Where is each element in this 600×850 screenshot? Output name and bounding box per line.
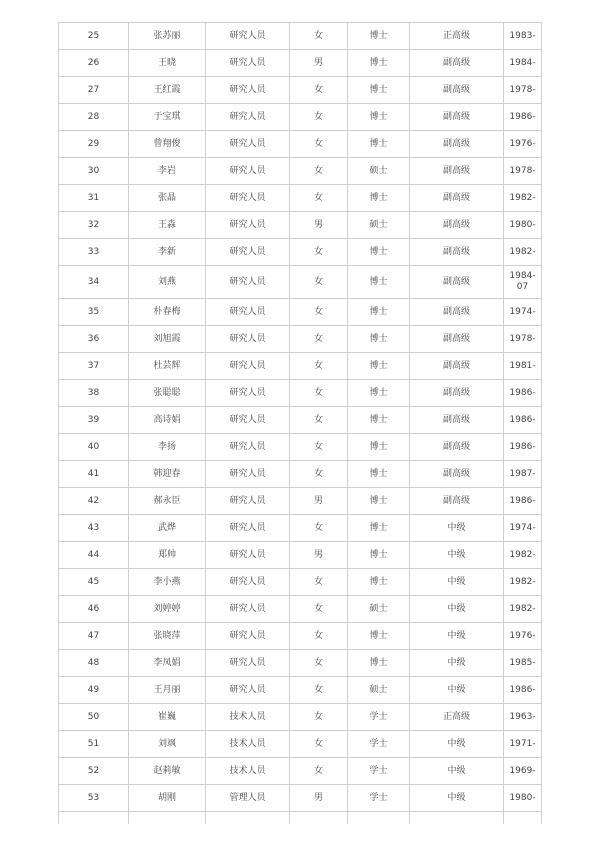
staff-table-body: [59, 23, 542, 825]
birth-date-cell: 1978-: [504, 77, 542, 104]
role-cell: 研究人员: [206, 569, 290, 596]
gender-cell: 女: [290, 677, 348, 704]
table-row: [59, 461, 542, 488]
birth-date-cell: 1985-: [504, 650, 542, 677]
gender-cell: 男: [290, 542, 348, 569]
empty-cell: [410, 812, 504, 825]
title-cell: 中级: [410, 785, 504, 812]
role-cell: 研究人员: [206, 650, 290, 677]
row-number: 37: [59, 353, 129, 380]
title-cell: 中级: [410, 677, 504, 704]
gender-cell: 男: [290, 488, 348, 515]
staff-table: [58, 22, 542, 824]
degree-cell: 博士: [348, 353, 410, 380]
role-cell: 研究人员: [206, 380, 290, 407]
name-cell: 张聪聪: [129, 380, 206, 407]
row-number: 51: [59, 731, 129, 758]
gender-cell: 女: [290, 731, 348, 758]
role-cell: 技术人员: [206, 758, 290, 785]
row-number: 38: [59, 380, 129, 407]
title-cell: 中级: [410, 623, 504, 650]
table-row: [59, 623, 542, 650]
degree-cell: 学士: [348, 704, 410, 731]
birth-date-cell: 1984-: [504, 50, 542, 77]
birth-date-cell: 1986-: [504, 104, 542, 131]
row-number: 39: [59, 407, 129, 434]
degree-cell: 博士: [348, 623, 410, 650]
name-cell: 高诗娟: [129, 407, 206, 434]
name-cell: 于宝琪: [129, 104, 206, 131]
name-cell: 郑帅: [129, 542, 206, 569]
title-cell: 副高级: [410, 326, 504, 353]
empty-cell: [504, 812, 542, 825]
gender-cell: 女: [290, 185, 348, 212]
role-cell: 研究人员: [206, 131, 290, 158]
gender-cell: 女: [290, 23, 348, 50]
birth-date-cell: 1976-: [504, 623, 542, 650]
gender-cell: 女: [290, 569, 348, 596]
table-row: [59, 131, 542, 158]
gender-cell: 女: [290, 596, 348, 623]
degree-cell: 博士: [348, 461, 410, 488]
birth-date-cell: 1986-: [504, 407, 542, 434]
role-cell: 研究人员: [206, 488, 290, 515]
row-number: 41: [59, 461, 129, 488]
degree-cell: 博士: [348, 542, 410, 569]
row-number: 48: [59, 650, 129, 677]
degree-cell: 博士: [348, 326, 410, 353]
title-cell: 副高级: [410, 299, 504, 326]
table-row: [59, 266, 542, 299]
name-cell: 赵莉敏: [129, 758, 206, 785]
table-row: [59, 758, 542, 785]
table-row: [59, 515, 542, 542]
birth-date-cell: 1983-: [504, 23, 542, 50]
title-cell: 副高级: [410, 266, 504, 299]
table-row: [59, 212, 542, 239]
gender-cell: 男: [290, 50, 348, 77]
row-number: 43: [59, 515, 129, 542]
birth-date-cell: 1978-: [504, 326, 542, 353]
role-cell: 研究人员: [206, 104, 290, 131]
table-row: [59, 50, 542, 77]
name-cell: 崔巍: [129, 704, 206, 731]
title-cell: 副高级: [410, 353, 504, 380]
birth-date-cell: 1982-: [504, 596, 542, 623]
table-row: [59, 542, 542, 569]
row-number: 26: [59, 50, 129, 77]
title-cell: 副高级: [410, 434, 504, 461]
name-cell: 韩迎春: [129, 461, 206, 488]
row-number: 45: [59, 569, 129, 596]
name-cell: 李岩: [129, 158, 206, 185]
name-cell: 李凤娟: [129, 650, 206, 677]
name-cell: 李新: [129, 239, 206, 266]
birth-date-cell: 1971-: [504, 731, 542, 758]
degree-cell: 博士: [348, 515, 410, 542]
name-cell: 张苏丽: [129, 23, 206, 50]
table-row: [59, 407, 542, 434]
title-cell: 副高级: [410, 380, 504, 407]
name-cell: 刘燕: [129, 266, 206, 299]
name-cell: 武烨: [129, 515, 206, 542]
birth-date-cell: 1986-: [504, 380, 542, 407]
table-row: [59, 158, 542, 185]
role-cell: 研究人员: [206, 185, 290, 212]
role-cell: 研究人员: [206, 23, 290, 50]
gender-cell: 女: [290, 758, 348, 785]
degree-cell: 博士: [348, 380, 410, 407]
empty-cell: [129, 812, 206, 825]
birth-date-cell: 1982-: [504, 542, 542, 569]
title-cell: 正高级: [410, 23, 504, 50]
empty-cell: [290, 812, 348, 825]
title-cell: 副高级: [410, 50, 504, 77]
gender-cell: 女: [290, 704, 348, 731]
name-cell: 王红霞: [129, 77, 206, 104]
gender-cell: 女: [290, 104, 348, 131]
title-cell: 副高级: [410, 77, 504, 104]
gender-cell: 女: [290, 158, 348, 185]
role-cell: 技术人员: [206, 704, 290, 731]
gender-cell: 男: [290, 212, 348, 239]
role-cell: 研究人员: [206, 677, 290, 704]
row-number: 52: [59, 758, 129, 785]
role-cell: 研究人员: [206, 407, 290, 434]
degree-cell: 博士: [348, 131, 410, 158]
birth-date-cell: 1982-: [504, 569, 542, 596]
birth-date-cell: 1986-: [504, 488, 542, 515]
degree-cell: 学士: [348, 785, 410, 812]
role-cell: 研究人员: [206, 50, 290, 77]
birth-date-cell: 1981-: [504, 353, 542, 380]
title-cell: 中级: [410, 542, 504, 569]
title-cell: 副高级: [410, 407, 504, 434]
gender-cell: 女: [290, 515, 348, 542]
row-number: 40: [59, 434, 129, 461]
row-number: 27: [59, 77, 129, 104]
name-cell: 胡刚: [129, 785, 206, 812]
table-row: [59, 353, 542, 380]
role-cell: 研究人员: [206, 461, 290, 488]
degree-cell: 硕士: [348, 596, 410, 623]
table-row: [59, 77, 542, 104]
table-row: [59, 104, 542, 131]
name-cell: 王晓: [129, 50, 206, 77]
role-cell: 研究人员: [206, 158, 290, 185]
name-cell: 王月丽: [129, 677, 206, 704]
table-row: [59, 239, 542, 266]
table-row: [59, 434, 542, 461]
title-cell: 副高级: [410, 131, 504, 158]
role-cell: 研究人员: [206, 212, 290, 239]
row-number: 35: [59, 299, 129, 326]
table-row: [59, 650, 542, 677]
title-cell: 副高级: [410, 212, 504, 239]
row-number: 46: [59, 596, 129, 623]
degree-cell: 博士: [348, 239, 410, 266]
table-row: [59, 185, 542, 212]
name-cell: 李扬: [129, 434, 206, 461]
row-number: 33: [59, 239, 129, 266]
role-cell: 技术人员: [206, 731, 290, 758]
birth-date-cell: 1969-: [504, 758, 542, 785]
empty-cell: [348, 812, 410, 825]
title-cell: 中级: [410, 758, 504, 785]
gender-cell: 女: [290, 326, 348, 353]
degree-cell: 博士: [348, 650, 410, 677]
degree-cell: 博士: [348, 266, 410, 299]
degree-cell: 博士: [348, 434, 410, 461]
table-row-partial: [59, 812, 542, 825]
role-cell: 研究人员: [206, 326, 290, 353]
degree-cell: 博士: [348, 407, 410, 434]
row-number: 50: [59, 704, 129, 731]
gender-cell: 女: [290, 407, 348, 434]
role-cell: 研究人员: [206, 77, 290, 104]
table-row: [59, 569, 542, 596]
degree-cell: 硕士: [348, 212, 410, 239]
birth-date-cell: 1987-: [504, 461, 542, 488]
gender-cell: 女: [290, 266, 348, 299]
degree-cell: 博士: [348, 299, 410, 326]
row-number: 53: [59, 785, 129, 812]
table-row: [59, 731, 542, 758]
table-row: [59, 596, 542, 623]
title-cell: 副高级: [410, 104, 504, 131]
degree-cell: 博士: [348, 50, 410, 77]
name-cell: 张晶: [129, 185, 206, 212]
title-cell: 副高级: [410, 239, 504, 266]
degree-cell: 硕士: [348, 158, 410, 185]
gender-cell: 女: [290, 380, 348, 407]
birth-date-cell: 1984-07: [504, 266, 542, 299]
name-cell: 刘旭霞: [129, 326, 206, 353]
role-cell: 研究人员: [206, 623, 290, 650]
degree-cell: 博士: [348, 488, 410, 515]
row-number: 31: [59, 185, 129, 212]
gender-cell: 女: [290, 650, 348, 677]
degree-cell: 博士: [348, 104, 410, 131]
role-cell: 研究人员: [206, 515, 290, 542]
degree-cell: 硕士: [348, 677, 410, 704]
name-cell: 李小燕: [129, 569, 206, 596]
title-cell: 中级: [410, 515, 504, 542]
role-cell: 研究人员: [206, 239, 290, 266]
degree-cell: 学士: [348, 758, 410, 785]
birth-date-cell: 1982-: [504, 185, 542, 212]
row-number: 25: [59, 23, 129, 50]
gender-cell: 女: [290, 353, 348, 380]
table-row: [59, 380, 542, 407]
title-cell: 正高级: [410, 704, 504, 731]
row-number: 34: [59, 266, 129, 299]
name-cell: 曾翔俊: [129, 131, 206, 158]
table-row: [59, 785, 542, 812]
birth-date-cell: 1963-: [504, 704, 542, 731]
row-number: 30: [59, 158, 129, 185]
title-cell: 副高级: [410, 158, 504, 185]
gender-cell: 女: [290, 461, 348, 488]
degree-cell: 博士: [348, 185, 410, 212]
birth-date-cell: 1978-: [504, 158, 542, 185]
title-cell: 副高级: [410, 461, 504, 488]
role-cell: 研究人员: [206, 542, 290, 569]
row-number: 28: [59, 104, 129, 131]
birth-date-cell: 1980-: [504, 212, 542, 239]
name-cell: 王淼: [129, 212, 206, 239]
row-number: 42: [59, 488, 129, 515]
table-row: [59, 677, 542, 704]
birth-date-cell: 1974-: [504, 299, 542, 326]
empty-cell: [59, 812, 129, 825]
birth-date-cell: 1986-: [504, 434, 542, 461]
name-cell: 杜芸辉: [129, 353, 206, 380]
row-number: 47: [59, 623, 129, 650]
title-cell: 中级: [410, 569, 504, 596]
name-cell: 郝永臣: [129, 488, 206, 515]
table-row: [59, 704, 542, 731]
birth-date-cell: 1974-: [504, 515, 542, 542]
role-cell: 研究人员: [206, 353, 290, 380]
role-cell: 管理人员: [206, 785, 290, 812]
title-cell: 中级: [410, 731, 504, 758]
degree-cell: 博士: [348, 23, 410, 50]
gender-cell: 女: [290, 131, 348, 158]
table-row: [59, 326, 542, 353]
gender-cell: 女: [290, 299, 348, 326]
degree-cell: 博士: [348, 77, 410, 104]
title-cell: 副高级: [410, 185, 504, 212]
row-number: 29: [59, 131, 129, 158]
table-row: [59, 23, 542, 50]
gender-cell: 男: [290, 785, 348, 812]
role-cell: 研究人员: [206, 434, 290, 461]
table-row: [59, 299, 542, 326]
name-cell: 朴春梅: [129, 299, 206, 326]
row-number: 49: [59, 677, 129, 704]
empty-cell: [206, 812, 290, 825]
birth-date-cell: 1986-: [504, 677, 542, 704]
row-number: 32: [59, 212, 129, 239]
table-row: [59, 488, 542, 515]
gender-cell: 女: [290, 239, 348, 266]
title-cell: 中级: [410, 596, 504, 623]
name-cell: 刘婷婷: [129, 596, 206, 623]
title-cell: 中级: [410, 650, 504, 677]
role-cell: 研究人员: [206, 266, 290, 299]
role-cell: 研究人员: [206, 299, 290, 326]
degree-cell: 博士: [348, 569, 410, 596]
birth-date-cell: 1976-: [504, 131, 542, 158]
gender-cell: 女: [290, 434, 348, 461]
birth-date-cell: 1982-: [504, 239, 542, 266]
row-number: 44: [59, 542, 129, 569]
gender-cell: 女: [290, 623, 348, 650]
row-number: 36: [59, 326, 129, 353]
name-cell: 张晓萍: [129, 623, 206, 650]
name-cell: 刘飒: [129, 731, 206, 758]
degree-cell: 学士: [348, 731, 410, 758]
gender-cell: 女: [290, 77, 348, 104]
role-cell: 研究人员: [206, 596, 290, 623]
title-cell: 副高级: [410, 488, 504, 515]
birth-date-cell: 1980-: [504, 785, 542, 812]
